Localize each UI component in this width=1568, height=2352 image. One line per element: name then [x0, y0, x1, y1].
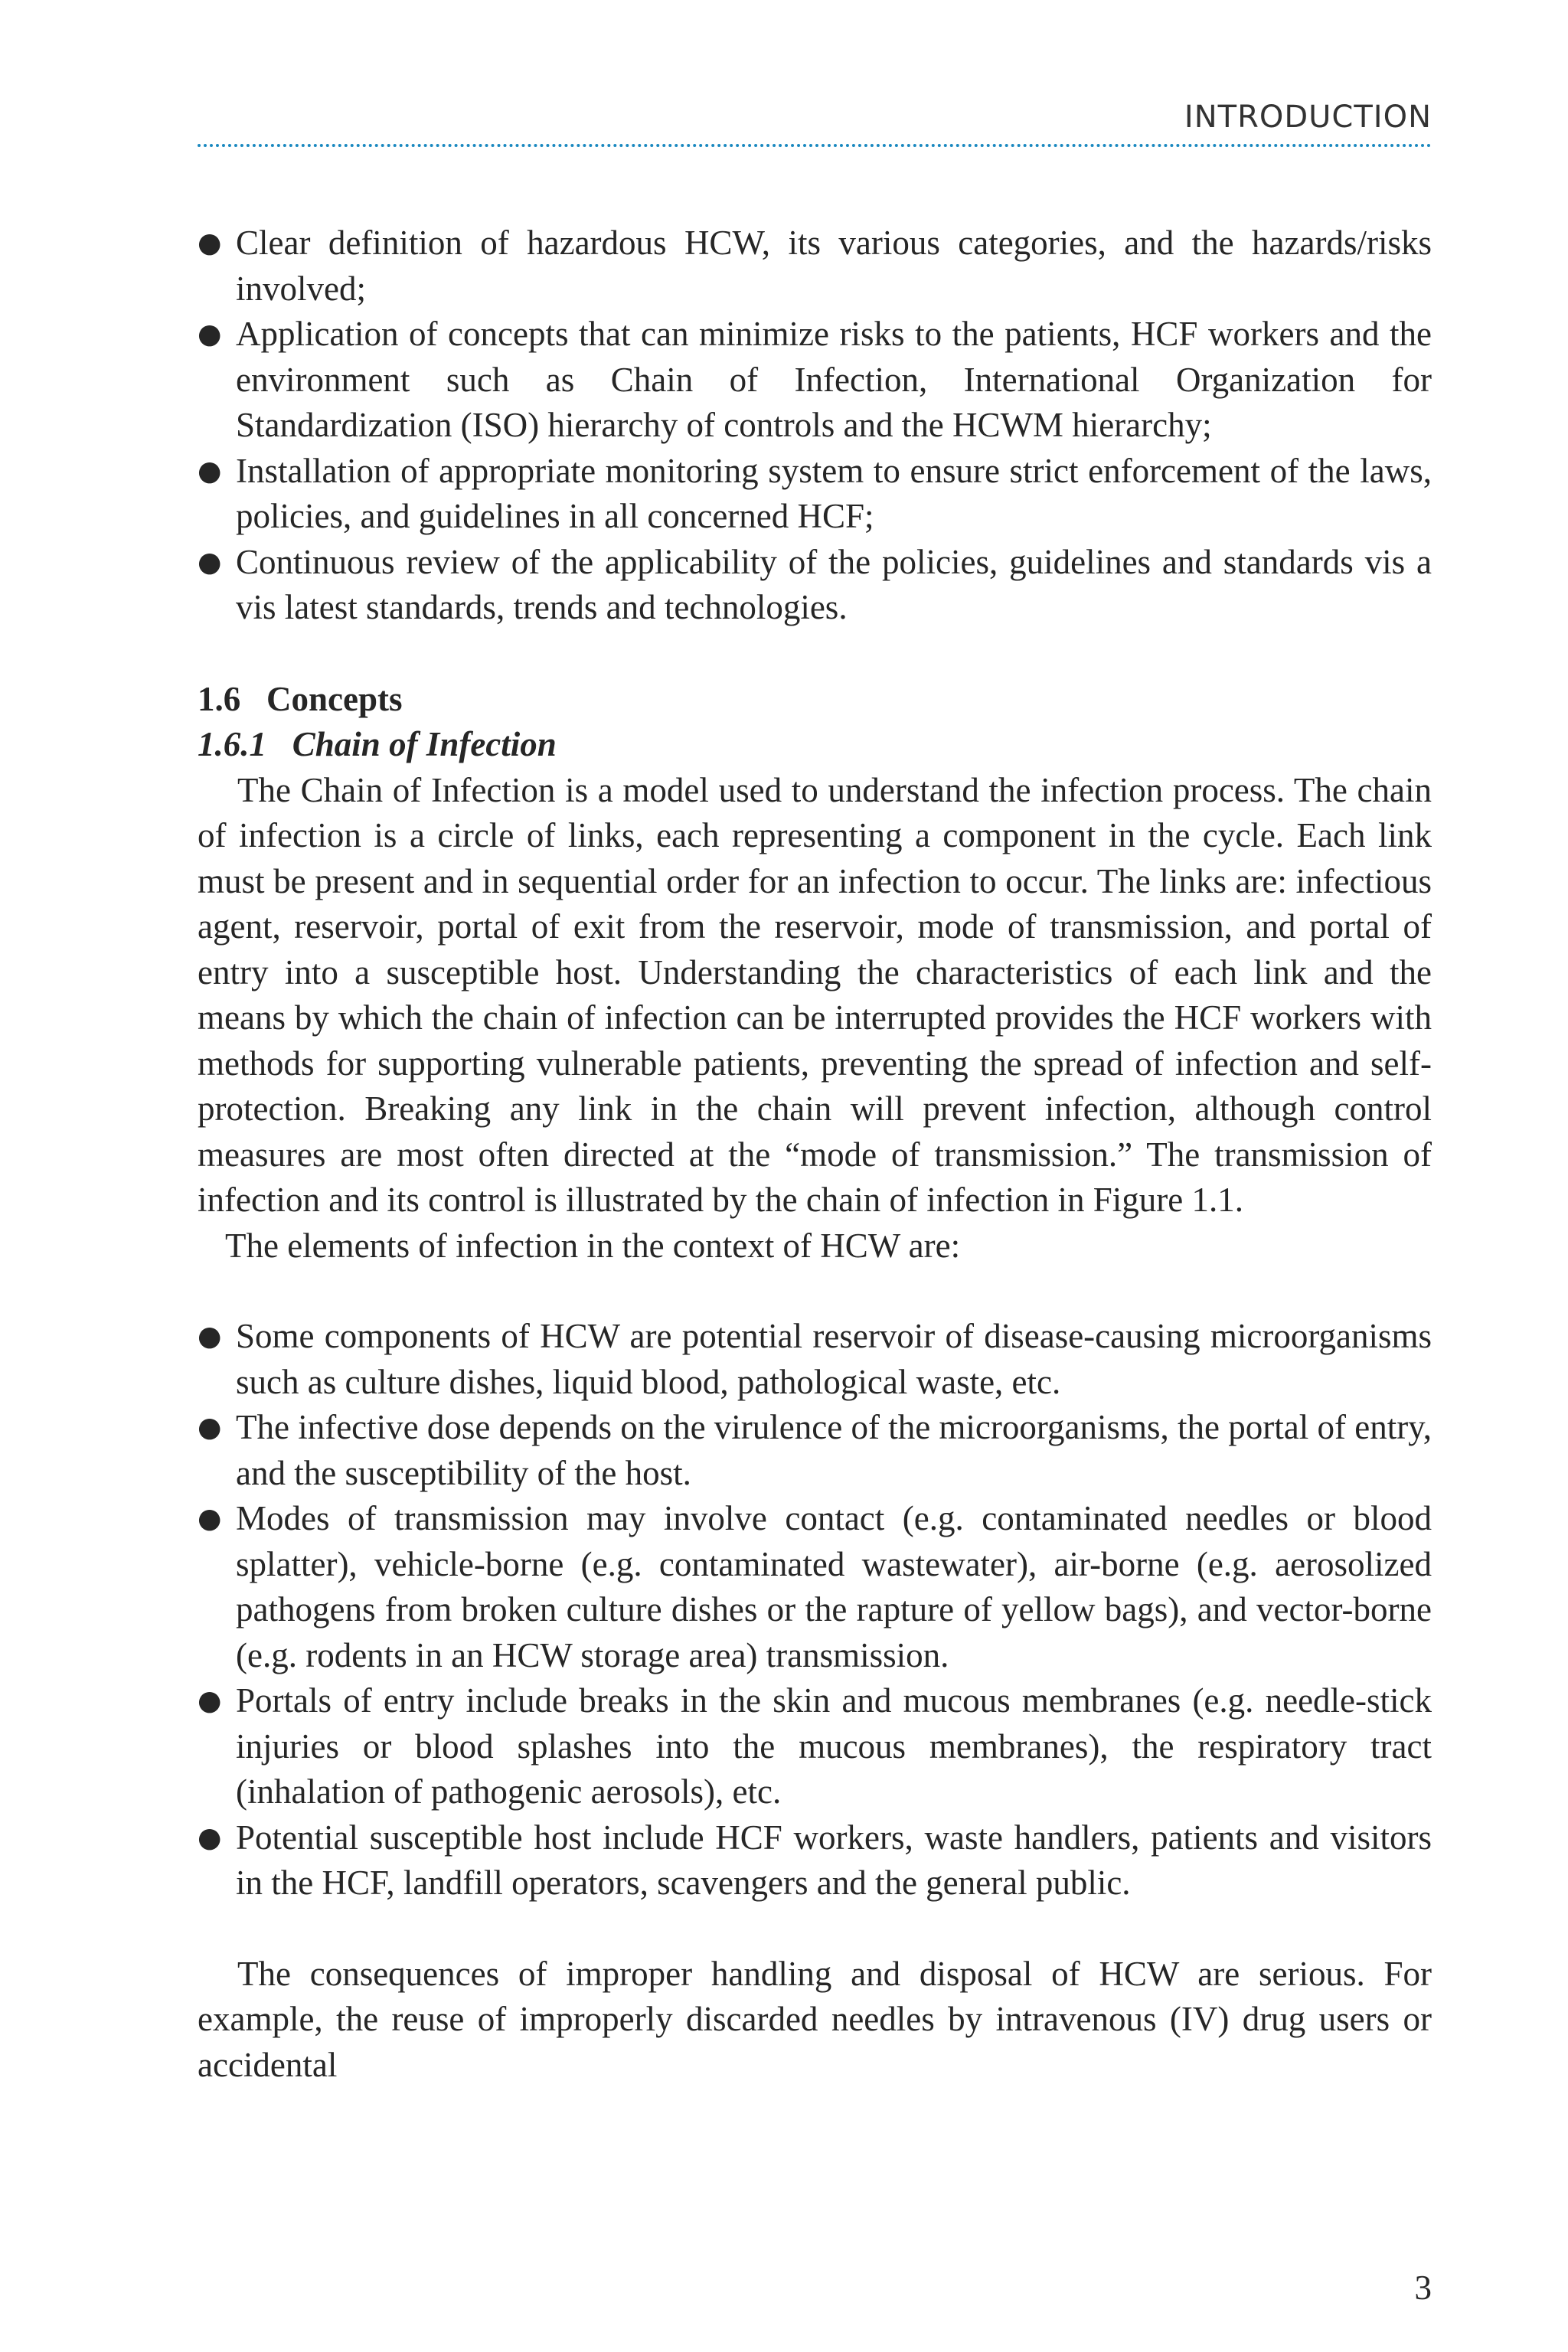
bullet-icon: ● — [198, 1821, 222, 1854]
bullet-icon: ● — [198, 546, 222, 578]
list-item-text: Clear definition of hazardous HCW, its various categories, and the hazards/risks involved; — [236, 224, 1432, 308]
bullet-icon: ● — [198, 318, 222, 350]
list-item-text: Modes of transmission may involve contact (e.g. contaminated needles or blood splatter), vehicle-borne (e.g. contaminated wastewater), air-borne (e.g. aerosolized pathogens from broken culture dishes or the rapture of yellow bags), and vector-borne (e.g. rodents in an HCW storage area) transmission. — [236, 1499, 1432, 1674]
list-item-text: Installation of appropriate monitoring system to ensure strict enforcement of the laws, policies, and guidelines in all concerned HCF; — [236, 451, 1432, 535]
list-item — [198, 1815, 1432, 1906]
bullet-icon: ● — [198, 1412, 222, 1443]
running-header-title: INTRODUCTION — [1184, 100, 1432, 135]
list-item — [198, 312, 1432, 449]
chain-of-infection-paragraph: The Chain of Infection is a model used to understand the infection process. The chain of infection is a circle of links, each representing a component in the cycle. Each link must be present and in sequential order for an infection to occur. The links are: infectious agent, reservoir, portal of exit from the reservoir, mode of transmission, and portal of entry into a susceptible host. Understanding the characteristics of each link and the means by which the chain of infection can be interrupted provides the HCF workers with methods for supporting vulnerable patients, preventing the spread of infection and self-protection. Breaking any link in the chain will prevent infection, although control measures are most often directed at the “mode of transmission.” The transmission of infection and its control is illustrated by the chain of infection in Figure 1.1. — [198, 770, 1432, 1219]
bullet-icon: ● — [198, 1321, 222, 1352]
subsection-heading: 1.6.1 Chain of Infection — [198, 725, 557, 763]
list-item-text: Application of concepts that can minimize risks to the patients, HCF workers and the environment such as Chain of Infection, International Organization for Standardization (ISO) hierarchy of controls and the HCWM hierarchy; — [236, 315, 1432, 444]
list-item — [198, 1678, 1432, 1815]
list-item — [198, 1314, 1432, 1405]
bullet-icon: ● — [198, 227, 222, 259]
running-header — [198, 90, 1432, 147]
page-body — [198, 220, 1432, 2088]
spacer — [198, 1906, 1432, 1952]
elements-intro-paragraph: The elements of infection in the context of HCW are: — [225, 1226, 961, 1265]
list-item-text: Potential susceptible host include HCF workers, waste handlers, patients and visitors in the HCF, landfill operators, scavengers and the general public. — [236, 1818, 1432, 1902]
bullet-icon: ● — [198, 455, 222, 487]
bullet-icon: ● — [198, 1503, 222, 1534]
list-item-text: Some components of HCW are potential reservoir of disease-causing microorganisms such as culture dishes, liquid blood, pathological waste, etc. — [236, 1317, 1432, 1401]
list-item — [198, 220, 1432, 312]
bullet-list-objectives — [198, 220, 1432, 631]
section-heading: 1.6 Concepts — [198, 679, 403, 718]
list-item — [198, 1405, 1432, 1496]
list-item-text: The infective dose depends on the virulence of the microorganisms, the portal of entry, and the susceptibility of the host. — [236, 1408, 1432, 1492]
bullet-list-elements — [198, 1314, 1432, 1906]
list-item — [198, 1496, 1432, 1678]
consequences-paragraph: The consequences of improper handling and disposal of HCW are serious. For example, the reuse of improperly discarded needles by intravenous (IV) drug users or accidental — [198, 1954, 1432, 2084]
page-number: 3 — [1414, 2269, 1432, 2307]
list-item — [198, 540, 1432, 631]
list-item-text: Continuous review of the applicability of the policies, guidelines and standards vis a vis latest standards, trends and technologies. — [236, 542, 1432, 626]
list-item — [198, 449, 1432, 540]
bullet-icon: ● — [198, 1685, 222, 1717]
spacer — [198, 1269, 1432, 1314]
list-item-text: Portals of entry include breaks in the skin and mucous membranes (e.g. needle-stick injuries or blood splashes into the mucous membranes), the respiratory tract (inhalation of pathogenic aerosols), etc. — [236, 1681, 1432, 1811]
